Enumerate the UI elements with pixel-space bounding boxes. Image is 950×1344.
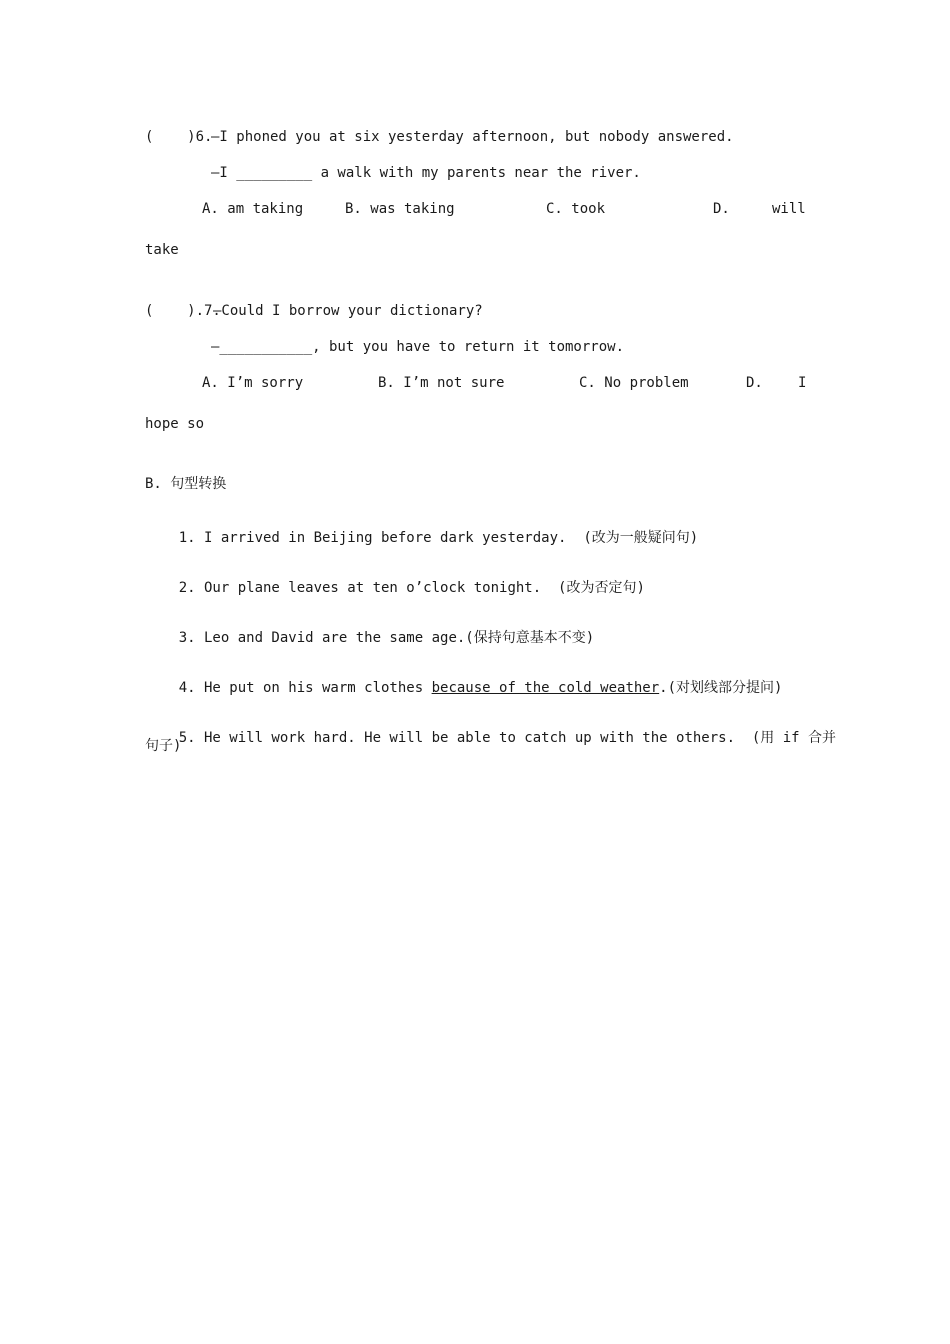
- q6-prompt: —I phoned you at six yesterday afternoon, but nobody answered.: [211, 129, 734, 145]
- q6-option-d-continued: take: [145, 242, 179, 258]
- q6-answer-line: —I _________ a walk with my parents near the river.: [211, 165, 641, 181]
- item-5-instruction-continued: 句子): [145, 738, 182, 754]
- section-b-item-5: [145, 711, 836, 765]
- q7-option-d-continued: hope so: [145, 416, 205, 432]
- section-b-item-4: [145, 661, 782, 715]
- item-4-sentence-start: 4. He put on his warm clothes: [178, 680, 432, 696]
- item-5-sentence: 5. He will work hard. He will be able to catch up with the others.: [178, 730, 736, 746]
- q6-option-a: A. am taking: [202, 201, 304, 217]
- section-b-item-1: [145, 511, 698, 565]
- q7-prompt: —Could I borrow your dictionary?: [213, 303, 483, 319]
- q7-number: ( ).7.: [145, 303, 221, 319]
- q6-number: ( )6.: [145, 129, 213, 145]
- q7-answer-line: —___________, but you have to return it tomorrow.: [211, 339, 625, 355]
- item-1-sentence: 1. I arrived in Beijing before dark yesterday.: [178, 530, 567, 546]
- section-b-item-3: [145, 611, 594, 665]
- item-5-instruction: (用 if 合并: [751, 730, 837, 746]
- item-4-period: .: [659, 680, 668, 696]
- q6-option-b: B. was taking: [345, 201, 455, 217]
- item-4-underlined-phrase: because of the cold weather: [431, 680, 660, 696]
- item-1-instruction: (改为一般疑问句): [583, 530, 699, 546]
- q6-option-d-label: D.: [713, 201, 730, 217]
- item-4-instruction: (对划线部分提问): [667, 680, 783, 696]
- q7-option-b: B. I’m not sure: [378, 375, 505, 391]
- item-3-instruction: (保持句意基本不变): [465, 630, 595, 646]
- item-2-instruction: (改为否定句): [558, 580, 645, 596]
- item-3-sentence: 3. Leo and David are the same age.: [178, 630, 466, 646]
- section-b-item-2: [145, 561, 645, 615]
- q7-option-d-label: D.: [746, 375, 763, 391]
- q6-option-d-text: will: [772, 201, 806, 217]
- q6-option-c: C. took: [546, 201, 606, 217]
- item-2-sentence: 2. Our plane leaves at ten o’clock tonight.: [178, 580, 542, 596]
- section-b-heading: B. 句型转换: [145, 476, 227, 492]
- q7-option-c: C. No problem: [579, 375, 689, 391]
- q7-option-a: A. I’m sorry: [202, 375, 304, 391]
- q7-option-d-text: I: [798, 375, 807, 391]
